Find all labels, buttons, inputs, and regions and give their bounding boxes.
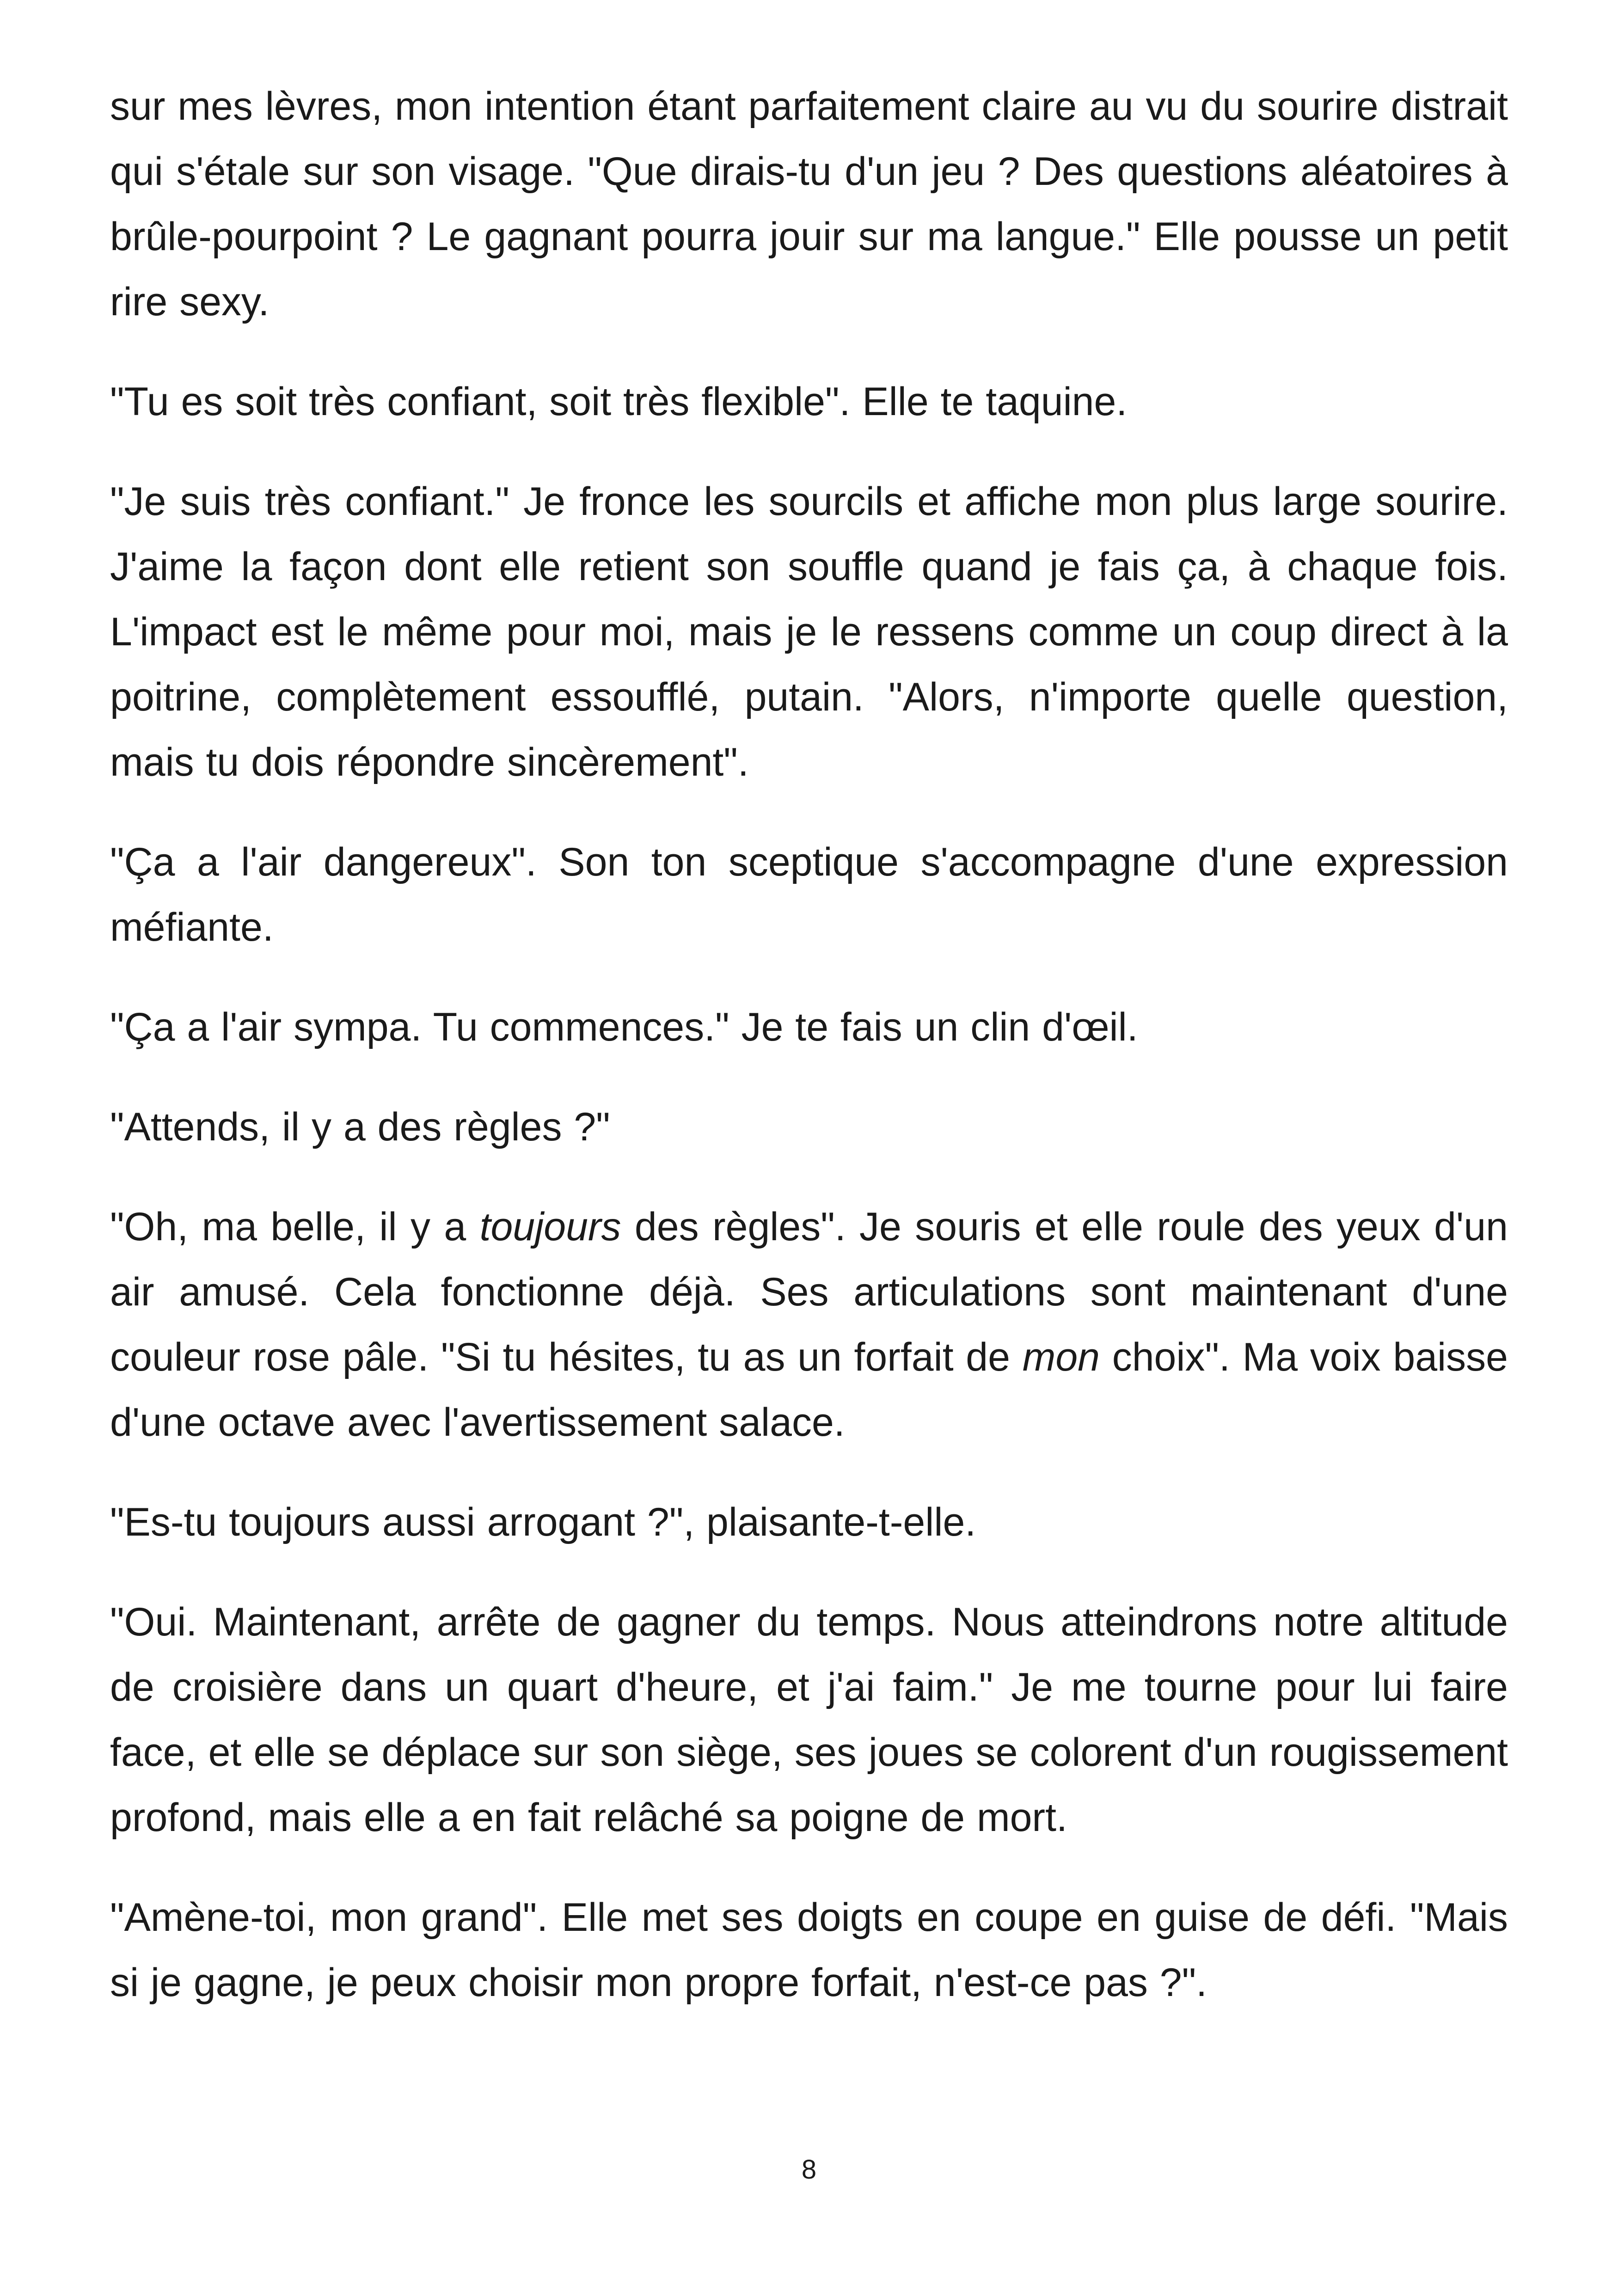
text-segment: "Tu es soit très confiant, soit très flexible". Elle te taquine. <box>110 380 1128 424</box>
paragraph <box>110 1095 1508 1160</box>
emphasis-text: toujours <box>479 1205 621 1249</box>
emphasis-text: mon <box>1022 1335 1100 1379</box>
text-segment: sur mes lèvres, mon intention étant parfaitement claire au vu du sourire distrait qui s'étale sur son visage. "Que dirais-tu d'un jeu ? Des questions aléatoires à brûle-pourpoint ? Le gagnant pourra jouir sur ma langue." Elle pousse un petit rire sexy. <box>110 84 1508 324</box>
text-segment: "Amène-toi, mon grand". Elle met ses doigts en coupe en guise de défi. "Mais si je gagne, je peux choisir mon propre forfait, n'est-ce pas ?". <box>110 1895 1508 2005</box>
paragraph <box>110 830 1508 960</box>
text-segment: "Ça a l'air sympa. Tu commences." Je te fais un clin d'œil. <box>110 1005 1138 1049</box>
text-segment: "Ça a l'air dangereux". Son ton sceptique s'accompagne d'une expression méfiante. <box>110 840 1508 949</box>
paragraph <box>110 1490 1508 1555</box>
paragraph <box>110 369 1508 435</box>
text-segment: des règles". Je souris et elle roule des yeux d'un air amusé. Cela fonctionne déjà. Ses articulations sont maintenant d'une couleur rose pâle. "Si tu hésites, tu as un forfait de <box>110 1205 1508 1379</box>
paragraph <box>110 1590 1508 1850</box>
paragraph <box>110 469 1508 795</box>
text-segment: "Je suis très confiant." Je fronce les sourcils et affiche mon plus large sourire. J'aime la façon dont elle retient son souffle quand je fais ça, à chaque fois. L'impact est le même pour moi, mais je le ressens comme un coup direct à la poitrine, complètement essoufflé, putain. "Alors, n'importe quelle question, mais tu dois répondre sincèrement". <box>110 479 1508 784</box>
page-number: 8 <box>801 2155 817 2185</box>
text-segment: "Attends, il y a des règles ?" <box>110 1105 610 1149</box>
text-segment: "Es-tu toujours aussi arrogant ?", plaisante-t-elle. <box>110 1500 976 1544</box>
paragraph <box>110 995 1508 1060</box>
text-segment: "Oh, ma belle, il y a <box>110 1205 480 1249</box>
paragraph <box>110 1885 1508 2015</box>
text-segment: "Oui. Maintenant, arrête de gagner du temps. Nous atteindrons notre altitude de croisière dans un quart d'heure, et j'ai faim." Je me tourne pour lui faire face, et elle se déplace sur son siège, ses joues se colorent d'un rougissement profond, mais elle a en fait relâché sa poigne de mort. <box>110 1600 1508 1840</box>
text-segment: choix". Ma voix baisse d'une octave avec l'avertissement salace. <box>110 1335 1508 1445</box>
body-text <box>110 74 1508 2050</box>
paragraph <box>110 74 1508 335</box>
paragraph <box>110 1194 1508 1455</box>
